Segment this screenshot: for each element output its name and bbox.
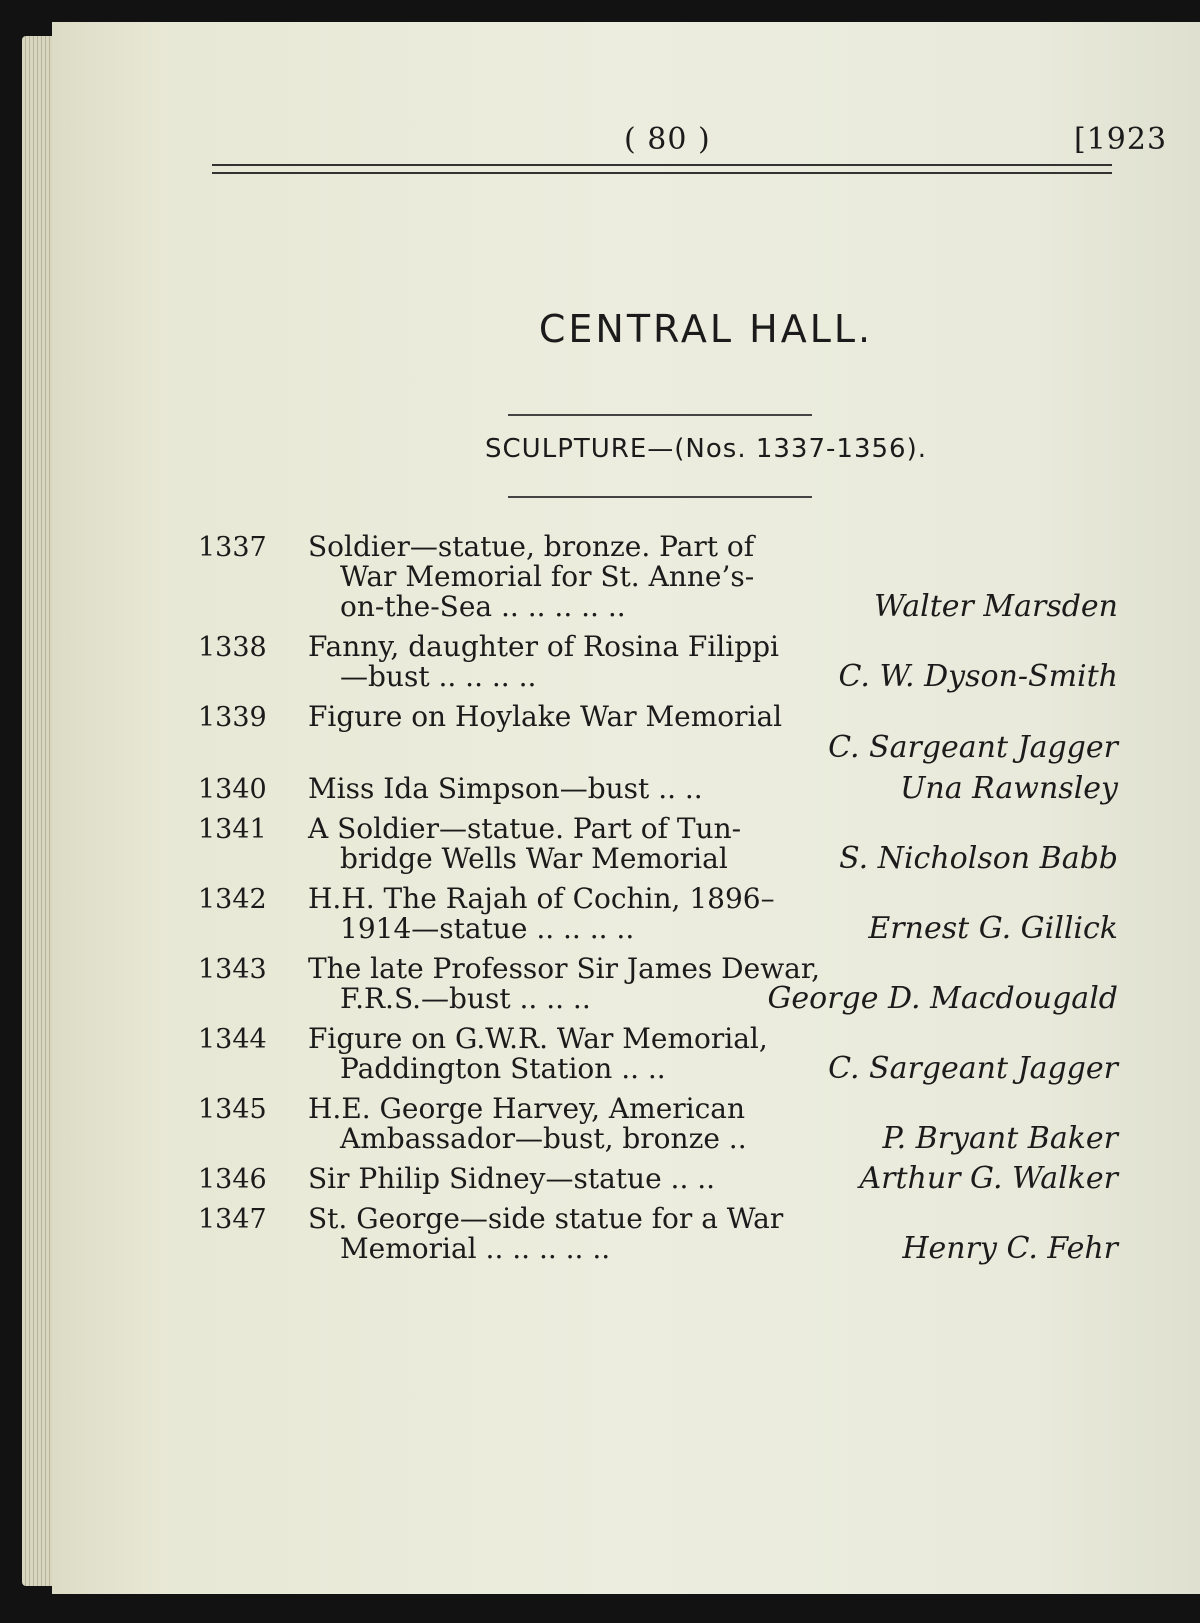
entry-number: 1345 — [198, 1094, 267, 1125]
catalogue-entry — [198, 814, 1118, 874]
entry-number: 1344 — [198, 1024, 267, 1055]
catalogue-list — [198, 532, 1118, 1274]
entry-number: 1346 — [198, 1164, 267, 1195]
entry-line-with-artist — [340, 1051, 1118, 1086]
entry-number: 1338 — [198, 632, 267, 663]
entry-number: 1347 — [198, 1204, 267, 1235]
artist-name: C. Sargeant Jagger — [828, 730, 1118, 765]
entry-line-with-artist — [340, 1121, 1118, 1156]
entry-line: F.R.S.—bust .. .. .. — [340, 982, 591, 1015]
artist-name: P. Bryant Baker — [882, 1121, 1118, 1156]
entry-number: 1341 — [198, 814, 267, 845]
artist-name: C. W. Dyson-Smith — [838, 659, 1118, 694]
catalogue-entry — [198, 632, 1118, 692]
catalogue-entry — [198, 1024, 1118, 1084]
entry-line-with-artist — [308, 771, 1118, 806]
artist-name: S. Nicholson Babb — [839, 841, 1118, 876]
entry-line-with-artist — [340, 589, 1118, 624]
entry-line: Miss Ida Simpson—bust .. .. — [308, 772, 703, 805]
catalogue-entry — [198, 1161, 1118, 1196]
entry-number: 1343 — [198, 954, 267, 985]
book-page — [52, 22, 1200, 1594]
entry-line: The late Professor Sir James Dewar, — [308, 952, 821, 985]
artist-name: Arthur G. Walker — [859, 1161, 1118, 1196]
year-marker: [1923 — [1074, 122, 1168, 157]
entry-line-with-artist — [340, 1231, 1118, 1266]
entry-line: Ambassador—bust, bronze .. — [340, 1122, 747, 1155]
artist-name: George D. Macdougald — [767, 981, 1118, 1016]
artist-name: C. Sargeant Jagger — [828, 1051, 1118, 1086]
artist-name: Ernest G. Gillick — [868, 911, 1118, 946]
header-rule — [212, 164, 1112, 174]
entry-number: 1340 — [198, 774, 267, 805]
entry-line-with-artist — [308, 1161, 1118, 1196]
entry-number: 1339 — [198, 702, 267, 733]
hall-title: CENTRAL HALL. — [538, 307, 874, 351]
entry-line-with-artist — [340, 911, 1118, 946]
section-title: SCULPTURE—(Nos. 1337-1356). — [485, 434, 927, 464]
entry-line: on-the-Sea .. .. .. .. .. — [340, 590, 626, 623]
artist-name: Walter Marsden — [873, 589, 1118, 624]
catalogue-entry — [198, 954, 1118, 1014]
catalogue-entry — [198, 884, 1118, 944]
catalogue-entry — [198, 702, 1118, 764]
title-rule-bottom — [508, 496, 812, 498]
entry-number: 1337 — [198, 532, 267, 563]
page-number: ( 80 ) — [624, 122, 711, 157]
entry-line: War Memorial for St. Anne’s- — [340, 560, 755, 593]
entry-line: H.H. The Rajah of Cochin, 1896– — [308, 882, 775, 915]
entry-line: bridge Wells War Memorial — [340, 842, 728, 875]
catalogue-entry — [198, 532, 1118, 622]
entry-line-with-artist — [340, 659, 1118, 694]
entry-line: Fanny, daughter of Rosina Filippi — [308, 630, 780, 663]
entry-line: St. George—side statue for a War — [308, 1202, 784, 1235]
catalogue-entry — [198, 771, 1118, 806]
entry-line: Figure on G.W.R. War Memorial, — [308, 1022, 768, 1055]
entry-line: Figure on Hoylake War Memorial — [308, 700, 783, 733]
entry-line-with-artist — [340, 981, 1118, 1016]
entry-line: Sir Philip Sidney—statue .. .. — [308, 1162, 716, 1195]
entry-line: Soldier—statue, bronze. Part of — [308, 530, 755, 563]
entry-line: A Soldier—statue. Part of Tun- — [308, 812, 742, 845]
artist-name: Henry C. Fehr — [902, 1231, 1118, 1266]
catalogue-entry — [198, 1094, 1118, 1154]
entry-line: 1914—statue .. .. .. .. — [340, 912, 635, 945]
artist-name: Una Rawnsley — [900, 771, 1118, 806]
entry-line: —bust .. .. .. .. — [340, 660, 537, 693]
entry-line: H.E. George Harvey, American — [308, 1092, 746, 1125]
entry-line-with-artist — [340, 841, 1118, 876]
title-rule-top — [508, 414, 812, 416]
entry-line: Memorial .. .. .. .. .. — [340, 1232, 611, 1265]
entry-line: Paddington Station .. .. — [340, 1052, 666, 1085]
catalogue-entry — [198, 1204, 1118, 1264]
entry-number: 1342 — [198, 884, 267, 915]
